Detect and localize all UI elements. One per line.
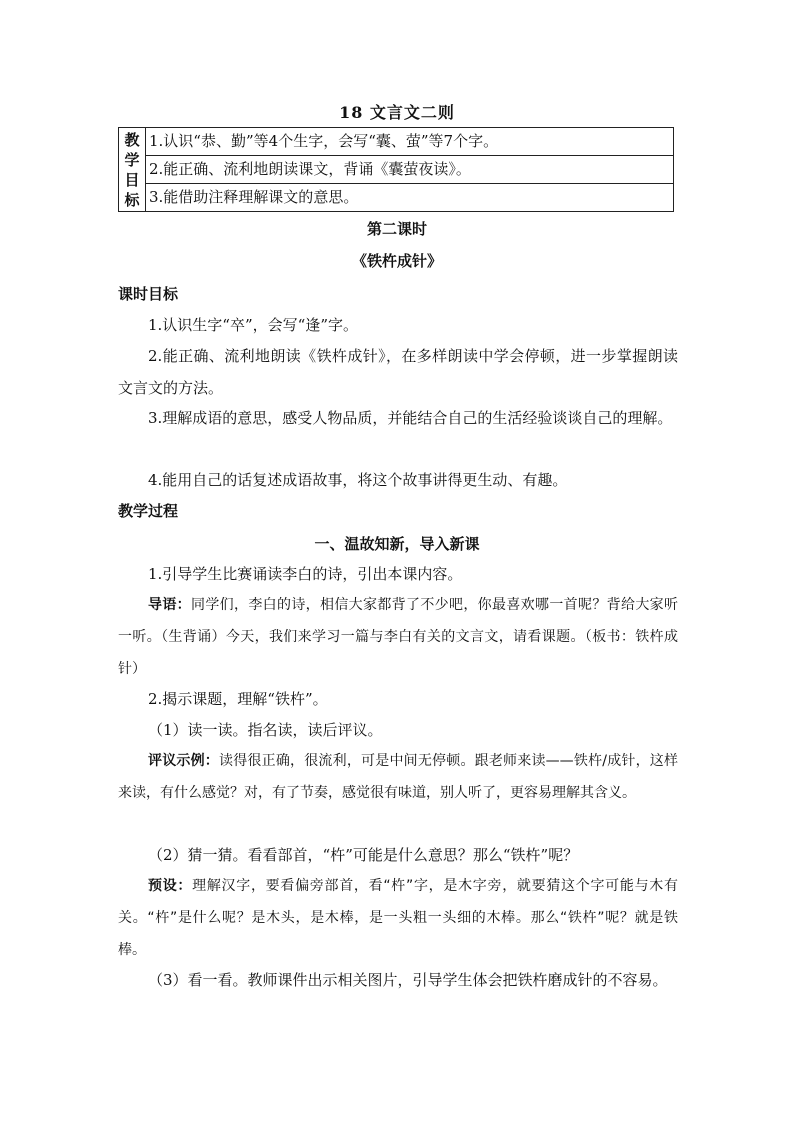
review-label: 评议示例： — [148, 753, 220, 769]
step-text: 2.揭示课题，理解“铁杵”。 — [148, 690, 328, 708]
objective-item: 1.认识生字“卒”，会写“逢”字。 — [148, 316, 358, 334]
section-heading: 一、温故知新，导入新课 — [314, 535, 480, 553]
goal-item: 1.认识“恭、勤”等4个生字，会写“囊、萤”等7个字。 — [146, 128, 674, 156]
preset-label: 预设： — [148, 878, 193, 894]
lesson-period: 第二课时 — [366, 220, 427, 238]
objective-item: 4.能用自己的话复述成语故事，将这个故事讲得更生动、有趣。 — [148, 471, 568, 489]
review-paragraph — [118, 745, 678, 809]
teaching-goals-table — [118, 127, 674, 212]
intro-label: 导语： — [148, 597, 191, 613]
goals-header-char: 目 — [124, 170, 140, 189]
objectives-heading: 课时目标 — [118, 285, 179, 303]
objective-item: 2.能正确、流利地朗读《铁杵成针》，在多样朗读中学会停顿，进一步掌握朗读文言文的方法。 — [118, 347, 678, 397]
preset-paragraph — [118, 870, 678, 966]
review-text: 读得很正确，很流利，可是中间无停顿。跟老师来读——铁杵/成针，这样来读，有什么感觉？对，有了节奏，感觉很有味道，别人听了，更容易理解其含义。 — [118, 753, 679, 801]
goal-item: 2.能正确、流利地朗读课文，背诵《囊萤夜读》。 — [146, 156, 674, 184]
intro-text: 同学们，李白的诗，相信大家都背了不少吧，你最喜欢哪一首呢？背给大家听一听。（生背诵）今天，我们来学习一篇与李白有关的文言文，请看课题。（板书：铁杵成针） — [118, 597, 678, 677]
process-heading: 教学过程 — [118, 502, 179, 520]
sub-step-text: （2）猜一猜。看看部首，“杵”可能是什么意思？那么“铁杵”呢？ — [148, 846, 579, 864]
goals-header-cell — [119, 128, 146, 212]
preset-text: 理解汉字，要看偏旁部首，看“杵”字，是木字旁，就要猜这个字可能与木有关。“杵”是什么呢？是木头，是木棒，是一头粗一头细的木棒。那么“铁杵”呢？就是铁棒。 — [118, 878, 678, 958]
objective-item: 3.理解成语的意思，感受人物品质，并能结合自己的生活经验谈谈自己的理解。 — [148, 409, 673, 427]
intro-paragraph — [118, 589, 678, 685]
step-text: 1.引导学生比赛诵读李白的诗，引出本课内容。 — [148, 565, 463, 583]
goal-item: 3.能借助注释理解课文的意思。 — [146, 184, 674, 212]
sub-step-text: （3）看一看。教师课件出示相关图片，引导学生体会把铁杵磨成针的不容易。 — [148, 971, 668, 989]
goals-header-char: 教 — [124, 130, 140, 149]
sub-step-text: （1）读一读。指名读，读后评议。 — [148, 721, 383, 739]
goals-header-char: 标 — [124, 190, 140, 209]
lesson-title: 18 文言文二则 — [339, 103, 455, 122]
text-title: 《铁杵成针》 — [351, 252, 442, 270]
goals-header-char: 学 — [124, 150, 140, 169]
